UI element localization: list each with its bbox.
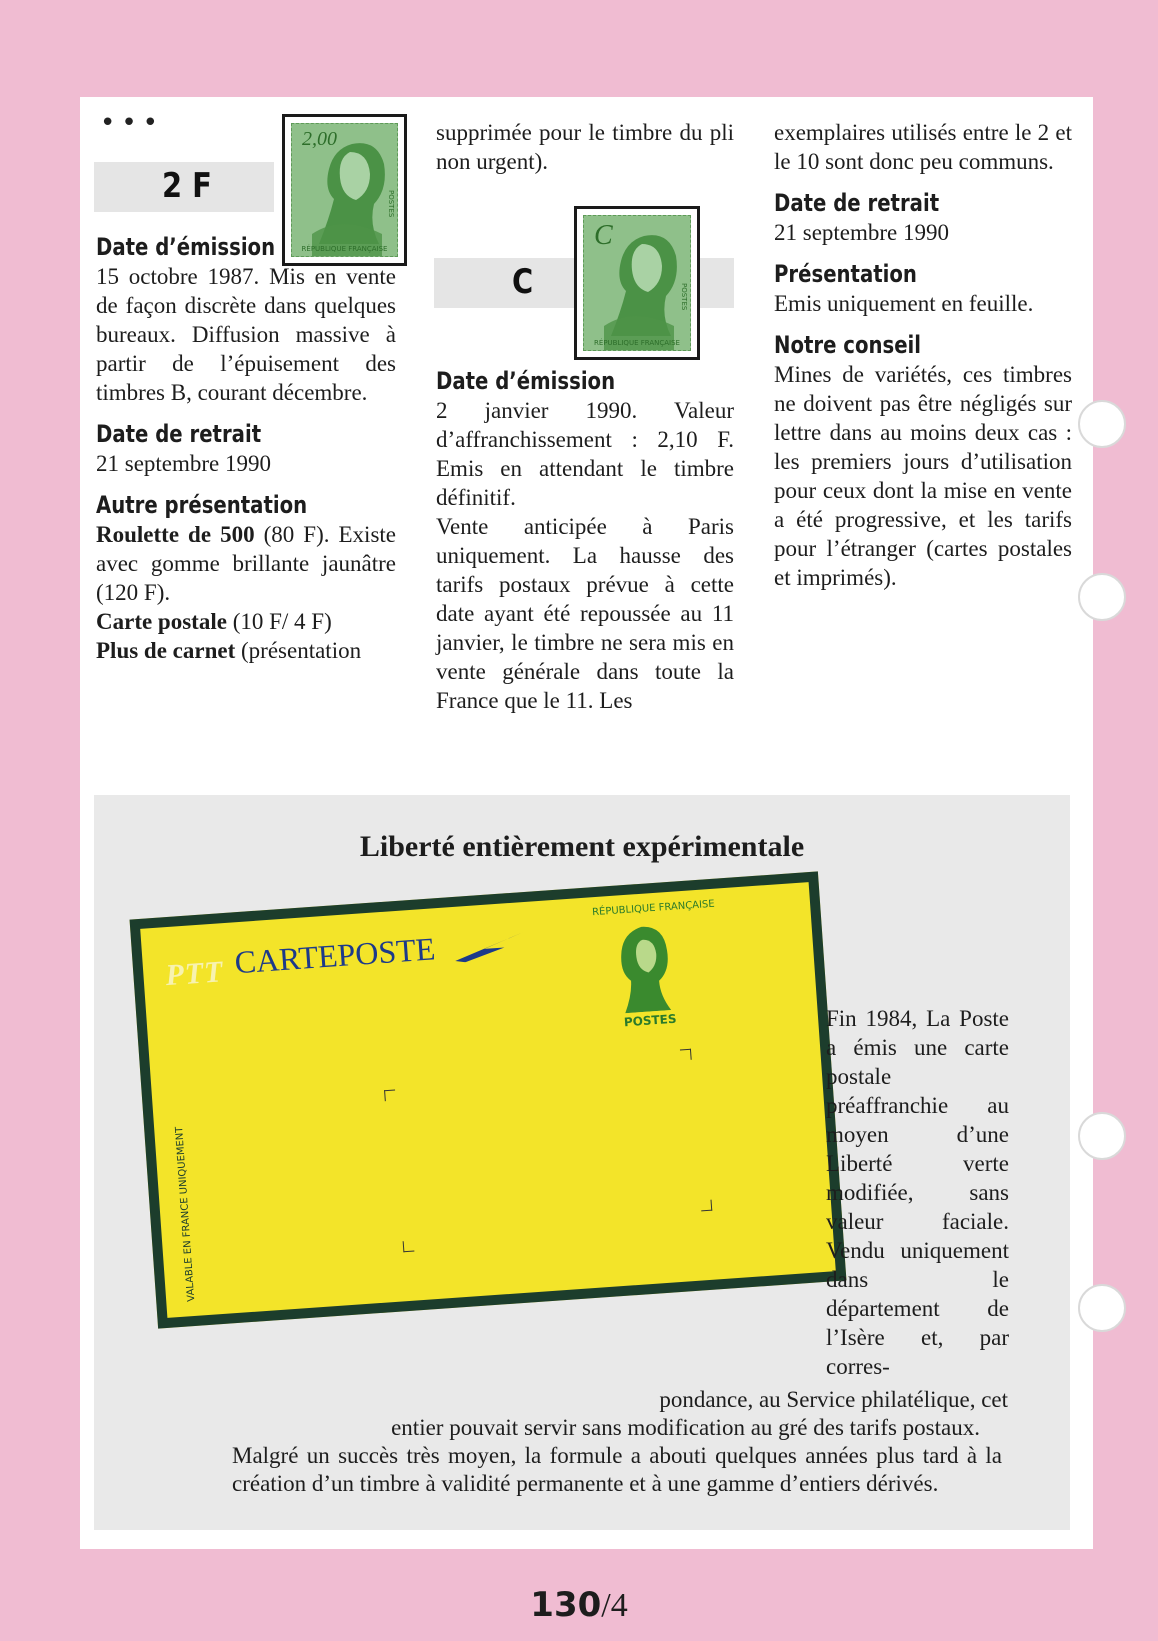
card-vertical-text: VALABLE EN FRANCE UNIQUEMENT bbox=[174, 1126, 198, 1303]
page-number-sep: / bbox=[601, 1587, 611, 1624]
heading-presentation: Présentation bbox=[774, 260, 917, 288]
bold-text: Carte postale bbox=[96, 609, 227, 634]
crop-mark bbox=[384, 1089, 396, 1101]
heading-date-emission: Date d’émission bbox=[436, 367, 616, 395]
page-number bbox=[0, 1585, 1158, 1625]
paragraph: 2 janvier 1990. Valeur d’affranchissement : 2,10 F. Emis en attendant le timbre définitif. bbox=[436, 398, 734, 510]
column-3 bbox=[774, 118, 1072, 602]
paragraph: 21 septembre 1990 bbox=[774, 220, 950, 245]
paragraph: exemplaires utilisés entre le 2 et le 10 sont donc peu communs. bbox=[774, 120, 1072, 174]
crop-mark bbox=[403, 1241, 415, 1253]
text: (10 F/ 4 F) bbox=[226, 609, 332, 634]
column-1 bbox=[96, 232, 396, 665]
stamp-value: 2,00 bbox=[302, 128, 337, 150]
paragraph: 21 septembre 1990 bbox=[96, 451, 272, 476]
box-title: Liberté entièrement expérimentale bbox=[359, 830, 805, 863]
stamp-country: RÉPUBLIQUE FRANÇAISE bbox=[594, 339, 680, 347]
punch-hole bbox=[1078, 1284, 1126, 1332]
bold-text: Plus de carnet bbox=[96, 638, 236, 663]
card-postes: POSTES bbox=[623, 1011, 677, 1030]
paragraph: Vente anticipée à Paris uniquement. La hausse des tarifs postaux prévue à cette date ayant été repoussée au 11 janvier, le timbre ne sera mis en vente générale dans toute la France que le 11. Les bbox=[436, 514, 734, 713]
card-ptt: PTT bbox=[164, 955, 225, 993]
card-republic: RÉPUBLIQUE FRANÇAISE bbox=[591, 898, 716, 919]
column-2 bbox=[436, 366, 734, 725]
la-poste-bird-icon bbox=[454, 932, 526, 963]
paragraph: Mines de variétés, ces timbres ne doivent pas être négligés sur lettre dans au moins deux cas : les premiers jours d’utilisation pour ceux dont la mise en vente a été progressive, et les tarifs pour l’étranger (cartes postales et imprimés). bbox=[774, 362, 1072, 590]
box-text-paragraph: Malgré un succès très moyen, la formule a abouti quelques années plus tard à la création d’un timbre à validité permanente et à une gamme d’entiers dérivés. bbox=[232, 1443, 1002, 1496]
text: (présentation bbox=[235, 638, 362, 663]
heading-notre-conseil: Notre conseil bbox=[774, 331, 922, 359]
card-brand: CARTEPOSTE bbox=[233, 930, 437, 981]
band-label: 2 F bbox=[162, 166, 212, 206]
crop-mark bbox=[701, 1200, 713, 1212]
punch-hole bbox=[1078, 573, 1126, 621]
box-side-text: Fin 1984, La Poste a émis une carte postale préaffranchie au moyen d’une Liberté verte modifiée, sans valeur faciale. Vendu uniquement dans le département de l’Isère et, par corres- bbox=[826, 1006, 1009, 1379]
stamp-postes: POSTES bbox=[387, 190, 395, 218]
stamp-country: RÉPUBLIQUE FRANÇAISE bbox=[301, 245, 388, 253]
postcard-image bbox=[130, 871, 847, 1328]
heading-date-retrait: Date de retrait bbox=[774, 189, 940, 217]
text: (80 F). Existe avec gomme brillante jaunâtre (120 F). bbox=[96, 522, 396, 605]
bold-text: Roulette de 500 bbox=[96, 522, 255, 547]
stamp-postes: POSTES bbox=[680, 283, 688, 311]
page-number-sub: 4 bbox=[610, 1587, 628, 1624]
stamp-value: C bbox=[594, 220, 613, 251]
punch-hole bbox=[1078, 1112, 1126, 1160]
column-2-top bbox=[436, 118, 734, 186]
paragraph: Emis uniquement en feuille. bbox=[774, 291, 1034, 316]
paragraph: 15 octobre 1987. Mis en vente de façon discrète dans quelques bureaux. Diffusion massive à partir de l’épuisement des timbres B, courant décembre. bbox=[96, 264, 396, 405]
band-2f bbox=[94, 162, 274, 212]
stamp-liberte-c bbox=[574, 206, 700, 360]
bullet-dots: ••• bbox=[100, 108, 165, 138]
paragraph bbox=[96, 520, 396, 665]
punch-hole bbox=[1078, 400, 1126, 448]
heading-date-emission: Date d’émission bbox=[96, 233, 276, 261]
heading-autre-presentation: Autre présentation bbox=[96, 491, 308, 519]
page-number-main: 130 bbox=[530, 1585, 602, 1625]
paragraph: supprimée pour le timbre du pli non urgent). bbox=[436, 120, 734, 174]
heading-date-retrait: Date de retrait bbox=[96, 420, 262, 448]
crop-mark bbox=[680, 1049, 692, 1061]
band-c bbox=[434, 258, 574, 308]
band-label: C bbox=[512, 262, 534, 302]
box-text-line: pondance, au Service philatélique, cet bbox=[659, 1387, 1008, 1412]
liberte-head-icon bbox=[611, 920, 677, 1014]
box-text-line: entier pouvait servir sans modification au gré des tarifs postaux. bbox=[391, 1415, 980, 1440]
